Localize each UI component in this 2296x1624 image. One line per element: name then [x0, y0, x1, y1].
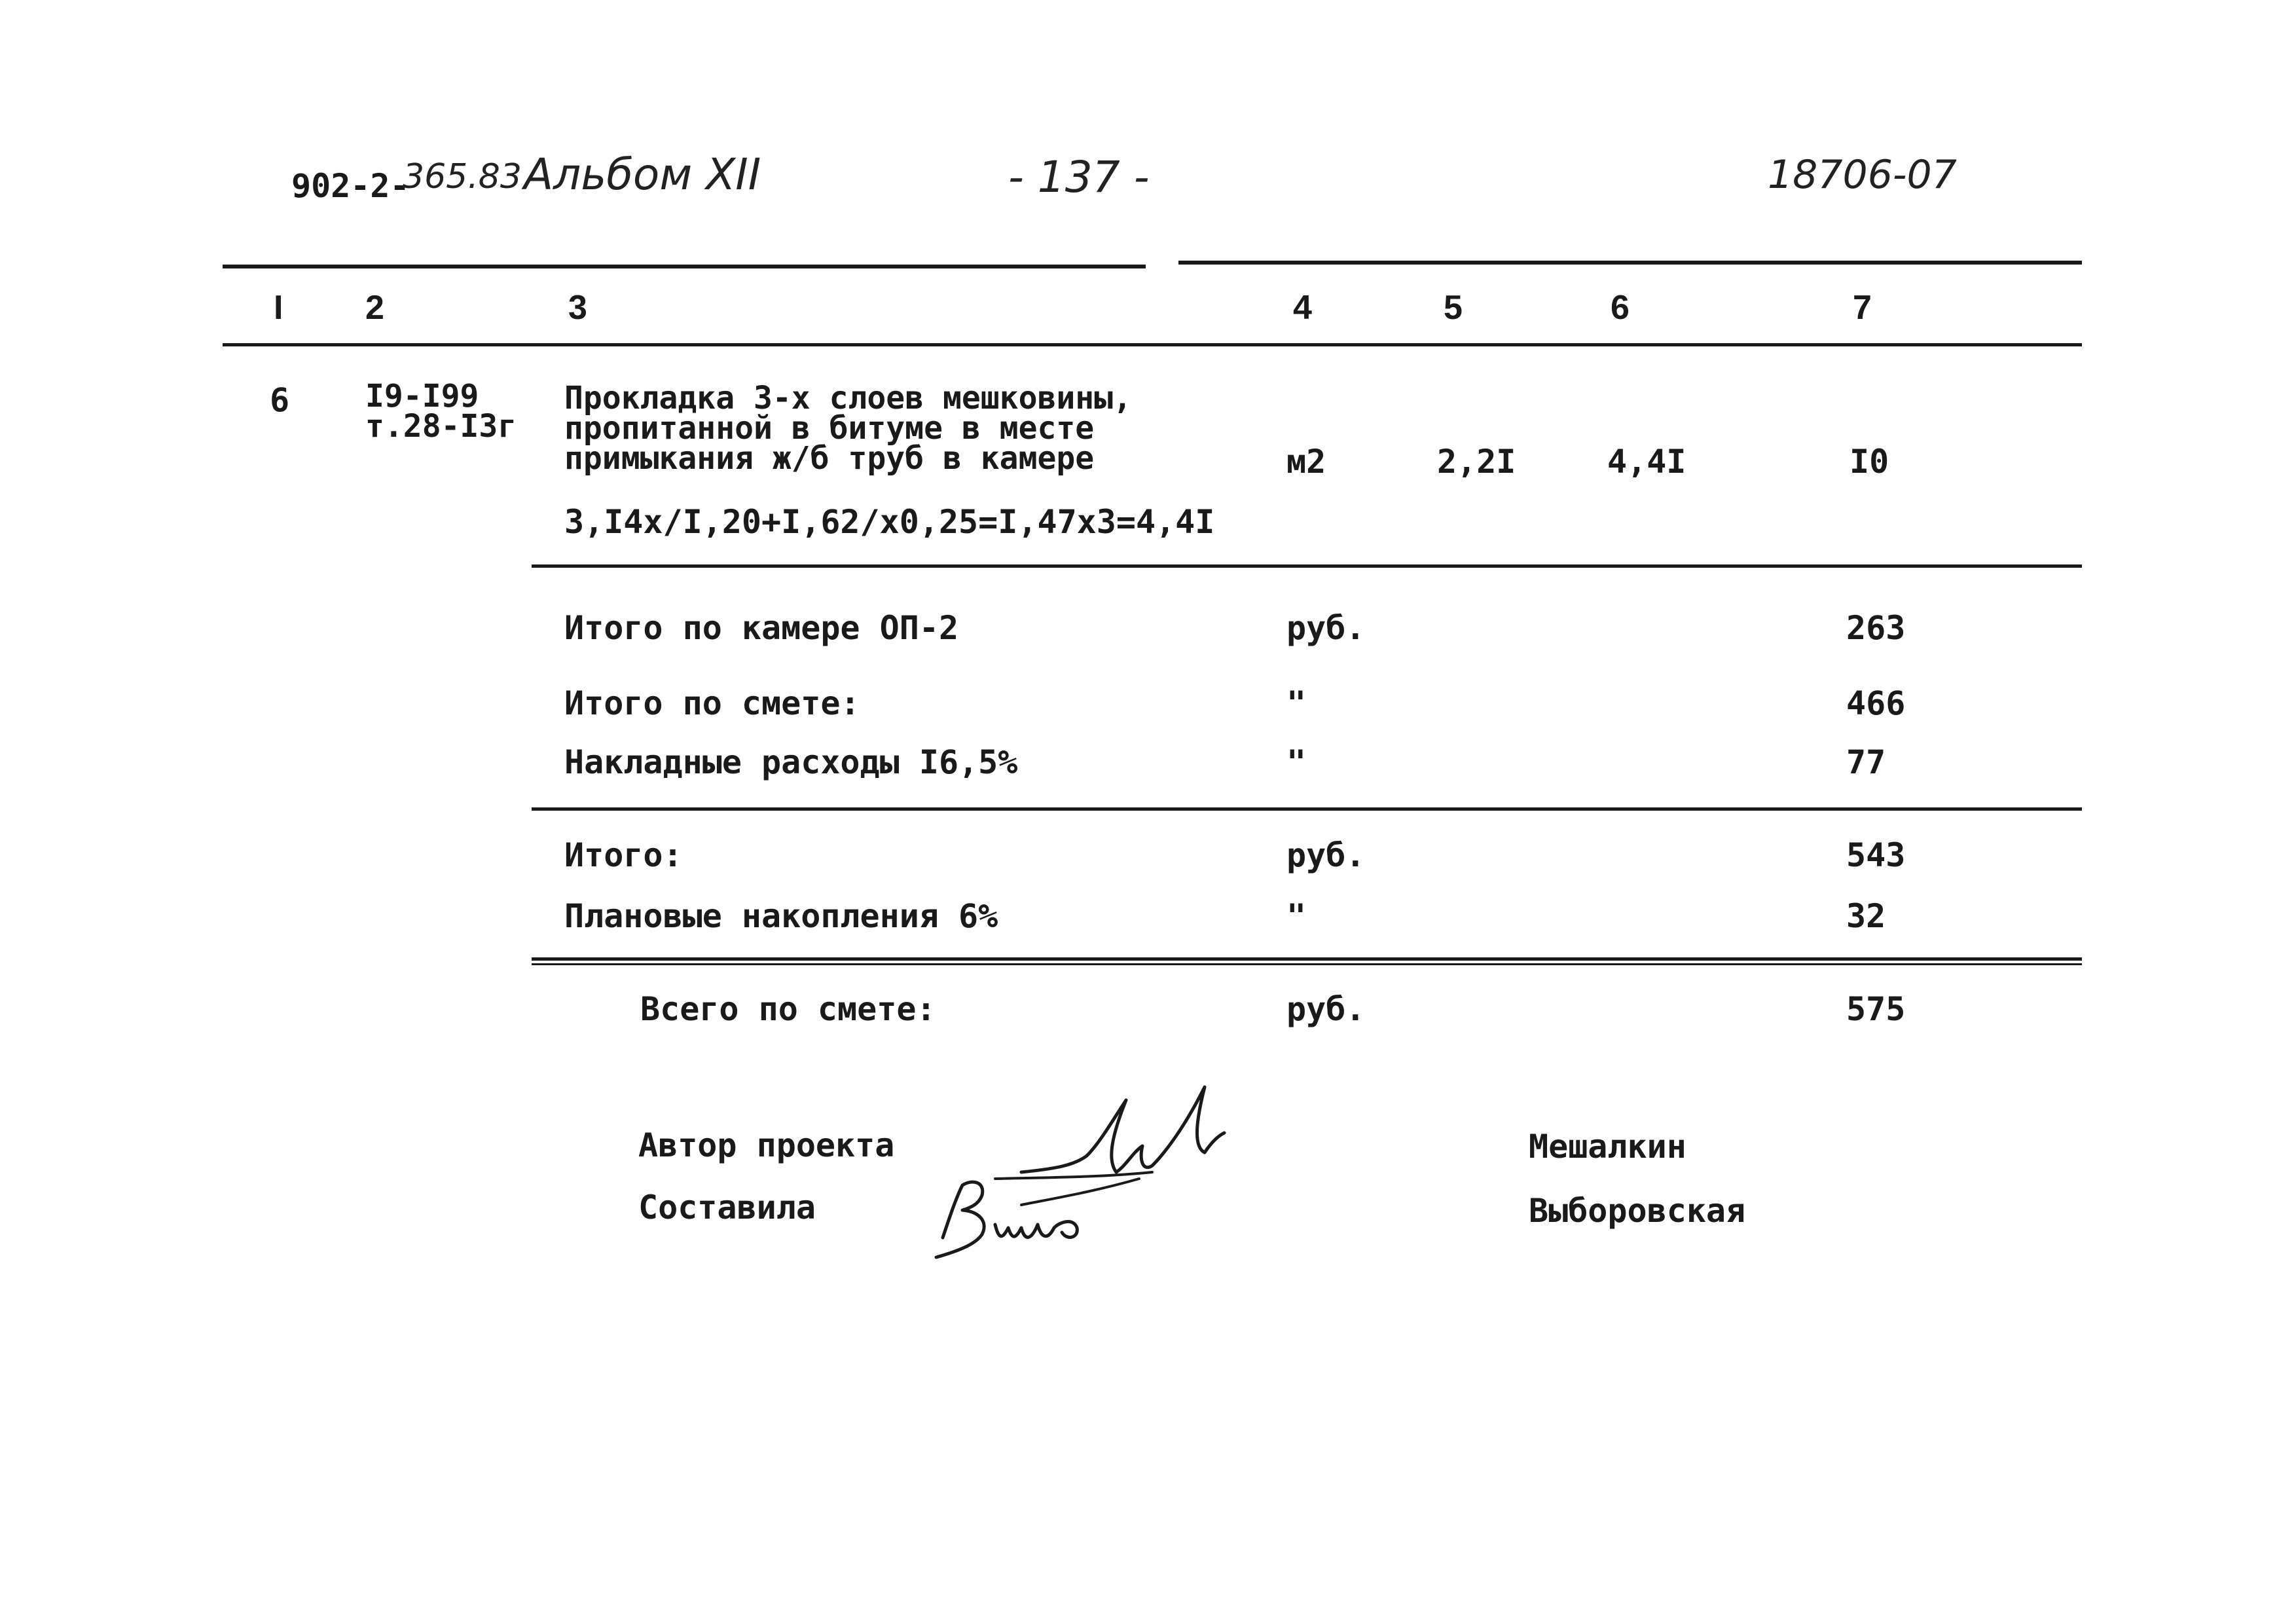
- item-quantity: 4,4I: [1607, 443, 1686, 481]
- summary-overhead-value: 77: [1846, 743, 1886, 781]
- grand-total-rule: [532, 957, 2082, 961]
- summary-chamber-value: 263: [1846, 609, 1906, 647]
- column-header-3: 3: [568, 289, 587, 327]
- document-code-handwritten: 365.83: [403, 157, 522, 196]
- planned-savings-value: 32: [1846, 897, 1886, 935]
- item-total: I0: [1850, 443, 1889, 481]
- sheet-code: 18706-07: [1768, 152, 1957, 198]
- column-header-7: 7: [1853, 289, 1872, 327]
- summary-estimate-value: 466: [1846, 684, 1906, 722]
- summary-estimate-label: Итого по смете:: [564, 684, 860, 722]
- table-top-rule: [223, 265, 1146, 268]
- subtotal-value: 543: [1846, 836, 1906, 874]
- table-top-rule-right: [1178, 261, 2082, 265]
- item-reference-line-2: т.28-I3г: [365, 408, 517, 445]
- summary-chamber-unit: руб.: [1286, 609, 1366, 647]
- author-label: Автор проекта: [638, 1126, 895, 1164]
- item-bottom-rule: [532, 564, 2082, 568]
- item-unit-price: 2,2I: [1437, 443, 1516, 481]
- column-header-4: 4: [1293, 289, 1312, 327]
- grand-total-value: 575: [1846, 990, 1906, 1028]
- summary-overhead-unit: ": [1286, 743, 1307, 781]
- compiler-name: Выборовская: [1529, 1192, 1746, 1230]
- column-header-6: 6: [1611, 289, 1630, 327]
- column-header-1: I: [274, 289, 283, 327]
- column-header-5: 5: [1444, 289, 1463, 327]
- document-code: 902-2-: [291, 167, 410, 205]
- compiler-label: Составила: [638, 1189, 816, 1227]
- item-description-line-2: пропитанной в битуме в месте: [564, 410, 1095, 447]
- summary-group1-rule: [532, 807, 2082, 811]
- author-name: Мешалкин: [1529, 1128, 1686, 1166]
- subtotal-label: Итого:: [564, 836, 683, 874]
- grand-total-label: Всего по смете:: [640, 990, 936, 1028]
- grand-total-rule-2: [532, 963, 2082, 965]
- subtotal-unit: руб.: [1286, 836, 1366, 874]
- summary-overhead-label: Накладные расходы I6,5%: [564, 743, 1018, 781]
- compiler-signature: [923, 1159, 1198, 1277]
- column-header-rule: [223, 343, 2082, 346]
- item-description-line-1: Прокладка 3-х слоев мешковины,: [564, 380, 1132, 416]
- item-unit: м2: [1286, 443, 1326, 481]
- item-reference-line-1: I9-I99: [365, 378, 479, 415]
- item-description-line-3: примыкания ж/б труб в камере: [564, 440, 1095, 477]
- item-calculation: 3,I4x/I,20+I,62/x0,25=I,47x3=4,4I: [564, 503, 1215, 541]
- item-number: 6: [270, 381, 290, 419]
- page-number: - 137 -: [1008, 152, 1150, 202]
- planned-savings-label: Плановые накопления 6%: [564, 897, 998, 935]
- summary-chamber-label: Итого по камере ОП-2: [564, 609, 959, 647]
- planned-savings-unit: ": [1286, 897, 1307, 935]
- summary-estimate-unit: ": [1286, 684, 1307, 722]
- column-header-2: 2: [365, 289, 384, 327]
- grand-total-unit: руб.: [1286, 990, 1366, 1028]
- album-number: Альбом XII: [524, 149, 761, 200]
